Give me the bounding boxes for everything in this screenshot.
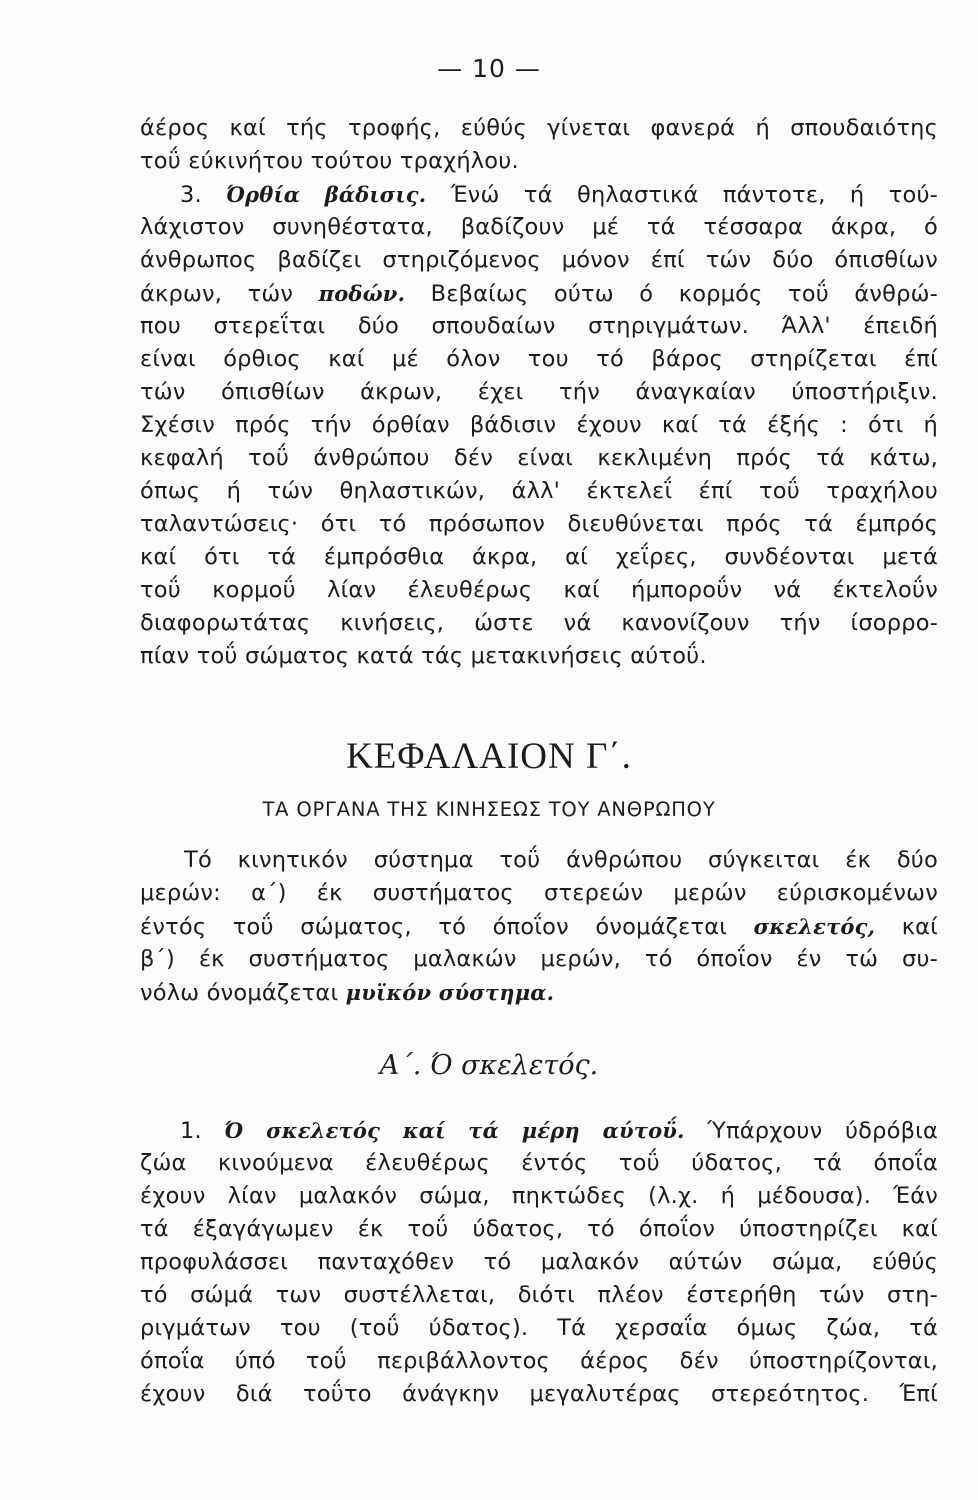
line-text: κεφαλή τοΰ άνθρώπου δέν είναι κεκλιμένη πρός τά κάτω,	[140, 445, 938, 471]
chapter-title: ΚΕΦΑΛΑΙΟΝ Γ΄.	[346, 736, 632, 777]
line-text: διαφορωτάτας κινήσεις, ώστε νά κανονίζουν τήν ίσορρο-	[140, 610, 938, 636]
text-line	[140, 178, 938, 211]
line-text: Τό κινητικόν σύστημα τοΰ άνθρώπου σύγκειται έκ δύο	[184, 847, 938, 873]
line-text: λάχιστον συνηθέστατα, βαδίζουν μέ τά τέσσαρα άκρα, ό	[140, 214, 938, 240]
text-line	[140, 211, 938, 244]
emphasized-term: Ό σκελετός καί τά μέρη αύτοΰ.	[224, 1118, 685, 1143]
text-line	[140, 442, 938, 475]
line-text: έχουν διά τοΰτο άνάγκην μεγαλυτέρας στερεότητος. Έπί	[140, 1381, 938, 1407]
text-line	[140, 145, 938, 178]
line-text: τοΰ εύκινήτου τούτου τραχήλου.	[140, 148, 519, 174]
text-line	[140, 541, 938, 574]
line-text: άνθρωπος βαδίζει στηριζόμενος μόνον έπί τών δύο όπισθίων	[140, 247, 938, 273]
emphasized-term: ποδών.	[318, 281, 406, 306]
text-line	[140, 640, 938, 673]
paragraph-block-motor-system	[140, 844, 938, 1009]
text-line	[140, 976, 938, 1009]
text-line	[140, 1147, 938, 1180]
emphasized-term: σκελετός,	[753, 914, 876, 939]
line-text-before-emphasis: νόλω όνομάζεται	[140, 980, 339, 1006]
text-line	[140, 244, 938, 277]
text-line	[140, 1312, 938, 1345]
section-title: ΤΑ ΟΡΓΑΝΑ ΤΗΣ ΚΙΝΗΣΕΩΣ ΤΟΥ ΑΝΘΡΩΠΟΥ	[262, 798, 716, 821]
line-text: ταλαντώσεις· ότι τό πρόσωπον διευθύνεται πρός τά έμπρός	[140, 511, 938, 537]
line-text: ζώα κινούμενα έλευθέρως έντός τοΰ ύδατος, τά όποΐα	[140, 1150, 938, 1176]
line-text: Ένώ τά θηλαστικά πάντοτε, ή τού-	[450, 182, 939, 208]
line-text-before-emphasis: άκρων, τών	[140, 281, 294, 307]
text-line	[140, 277, 938, 310]
line-text: καί	[901, 914, 938, 940]
line-text: Σχέσιν πρός τήν όρθίαν βάδισιν έχουν καί τά έξής : ότι ή	[140, 412, 938, 438]
line-text: όποΐα ύπό τοΰ περιβάλλοντος άέρος δέν ύποστηρίζονται,	[140, 1348, 938, 1374]
line-text: που στερεΐται δύο σπουδαίων στηριγμάτων. Άλλ' έπειδή	[140, 313, 938, 339]
paragraph-block-skeleton-parts	[140, 1114, 938, 1411]
text-line	[140, 877, 938, 910]
line-text: β΄) έκ συστήματος μαλακών μερών, τό όποΐον έν τώ συ-	[140, 946, 938, 972]
text-line	[140, 409, 938, 442]
item-number: 3.	[180, 182, 202, 208]
item-number: 1.	[180, 1118, 202, 1144]
line-text: έχουν λίαν μαλακόν σώμα, πηκτώδες (λ.χ. ή μέδουσα). Έάν	[140, 1183, 938, 1209]
text-line	[140, 310, 938, 343]
text-line	[140, 1246, 938, 1279]
subheading-skeleton: Α΄. Ό σκελετός.	[379, 1050, 599, 1081]
page-number: — 10 —	[437, 54, 541, 83]
text-line	[140, 1180, 938, 1213]
emphasized-term: Όρθία βάδισις.	[226, 182, 427, 207]
text-line	[140, 607, 938, 640]
text-line	[140, 343, 938, 376]
line-text: Ύπάρχουν ύδρόβια	[707, 1118, 938, 1144]
text-line	[140, 1114, 938, 1147]
line-text: τοΰ κορμοΰ λίαν έλευθέρως καί ήμποροΰν νά έκτελοΰν	[140, 577, 938, 603]
text-line	[140, 574, 938, 607]
text-line	[140, 1345, 938, 1378]
line-text: τό σώμά των συστέλλεται, διότι πλέον έστερήθη τών στη-	[140, 1282, 938, 1308]
line-text-before-emphasis: έντός τοΰ σώματος, τό όποΐον όνομάζεται	[140, 914, 728, 940]
line-text: άέρος καί τής τροφής, εύθύς γίνεται φανερά ή σπουδαιότης	[140, 115, 938, 141]
line-text: προφυλάσσει πανταχόθεν τό μαλακόν αύτών σώμα, εύθύς	[140, 1249, 938, 1275]
text-line	[140, 1279, 938, 1312]
text-line	[140, 508, 938, 541]
emphasized-term: μυϊκόν σύστημα.	[345, 980, 555, 1005]
text-line	[140, 943, 938, 976]
text-line	[140, 112, 938, 145]
line-text: τά έξαγάγωμεν έκ τοΰ ύδατος, τό όποΐον ύποστηρίζει καί	[140, 1216, 938, 1242]
line-text: πίαν τοΰ σώματος κατά τάς μετακινήσεις αύτοΰ.	[140, 643, 707, 669]
paragraph-block-upright-walking	[140, 112, 938, 673]
line-text: όπως ή τών θηλαστικών, άλλ' έκτελεΐ έπί τοΰ τραχήλου	[140, 478, 938, 504]
text-line	[140, 844, 938, 877]
text-line	[140, 910, 938, 943]
line-text: είναι όρθιος καί μέ όλον του τό βάρος στηρίζεται έπί	[140, 346, 938, 372]
text-line	[140, 376, 938, 409]
text-line	[140, 1378, 938, 1411]
text-line	[140, 1213, 938, 1246]
line-text: Βεβαίως ούτω ό κορμός τοΰ άνθρώ-	[430, 281, 938, 307]
line-text: ριγμάτων του (τοΰ ύδατος). Τά χερσαΐα όμως ζώα, τά	[140, 1315, 938, 1341]
line-text: καί ότι τά έμπρόσθια άκρα, αί χεΐρες, συνδέονται μετά	[140, 544, 938, 570]
text-line	[140, 475, 938, 508]
line-text: τών όπισθίων άκρων, έχει τήν άναγκαίαν ύποστήριξιν.	[140, 379, 938, 405]
line-text: μερών: α΄) έκ συστήματος στερεών μερών εύρισκομένων	[140, 880, 938, 906]
